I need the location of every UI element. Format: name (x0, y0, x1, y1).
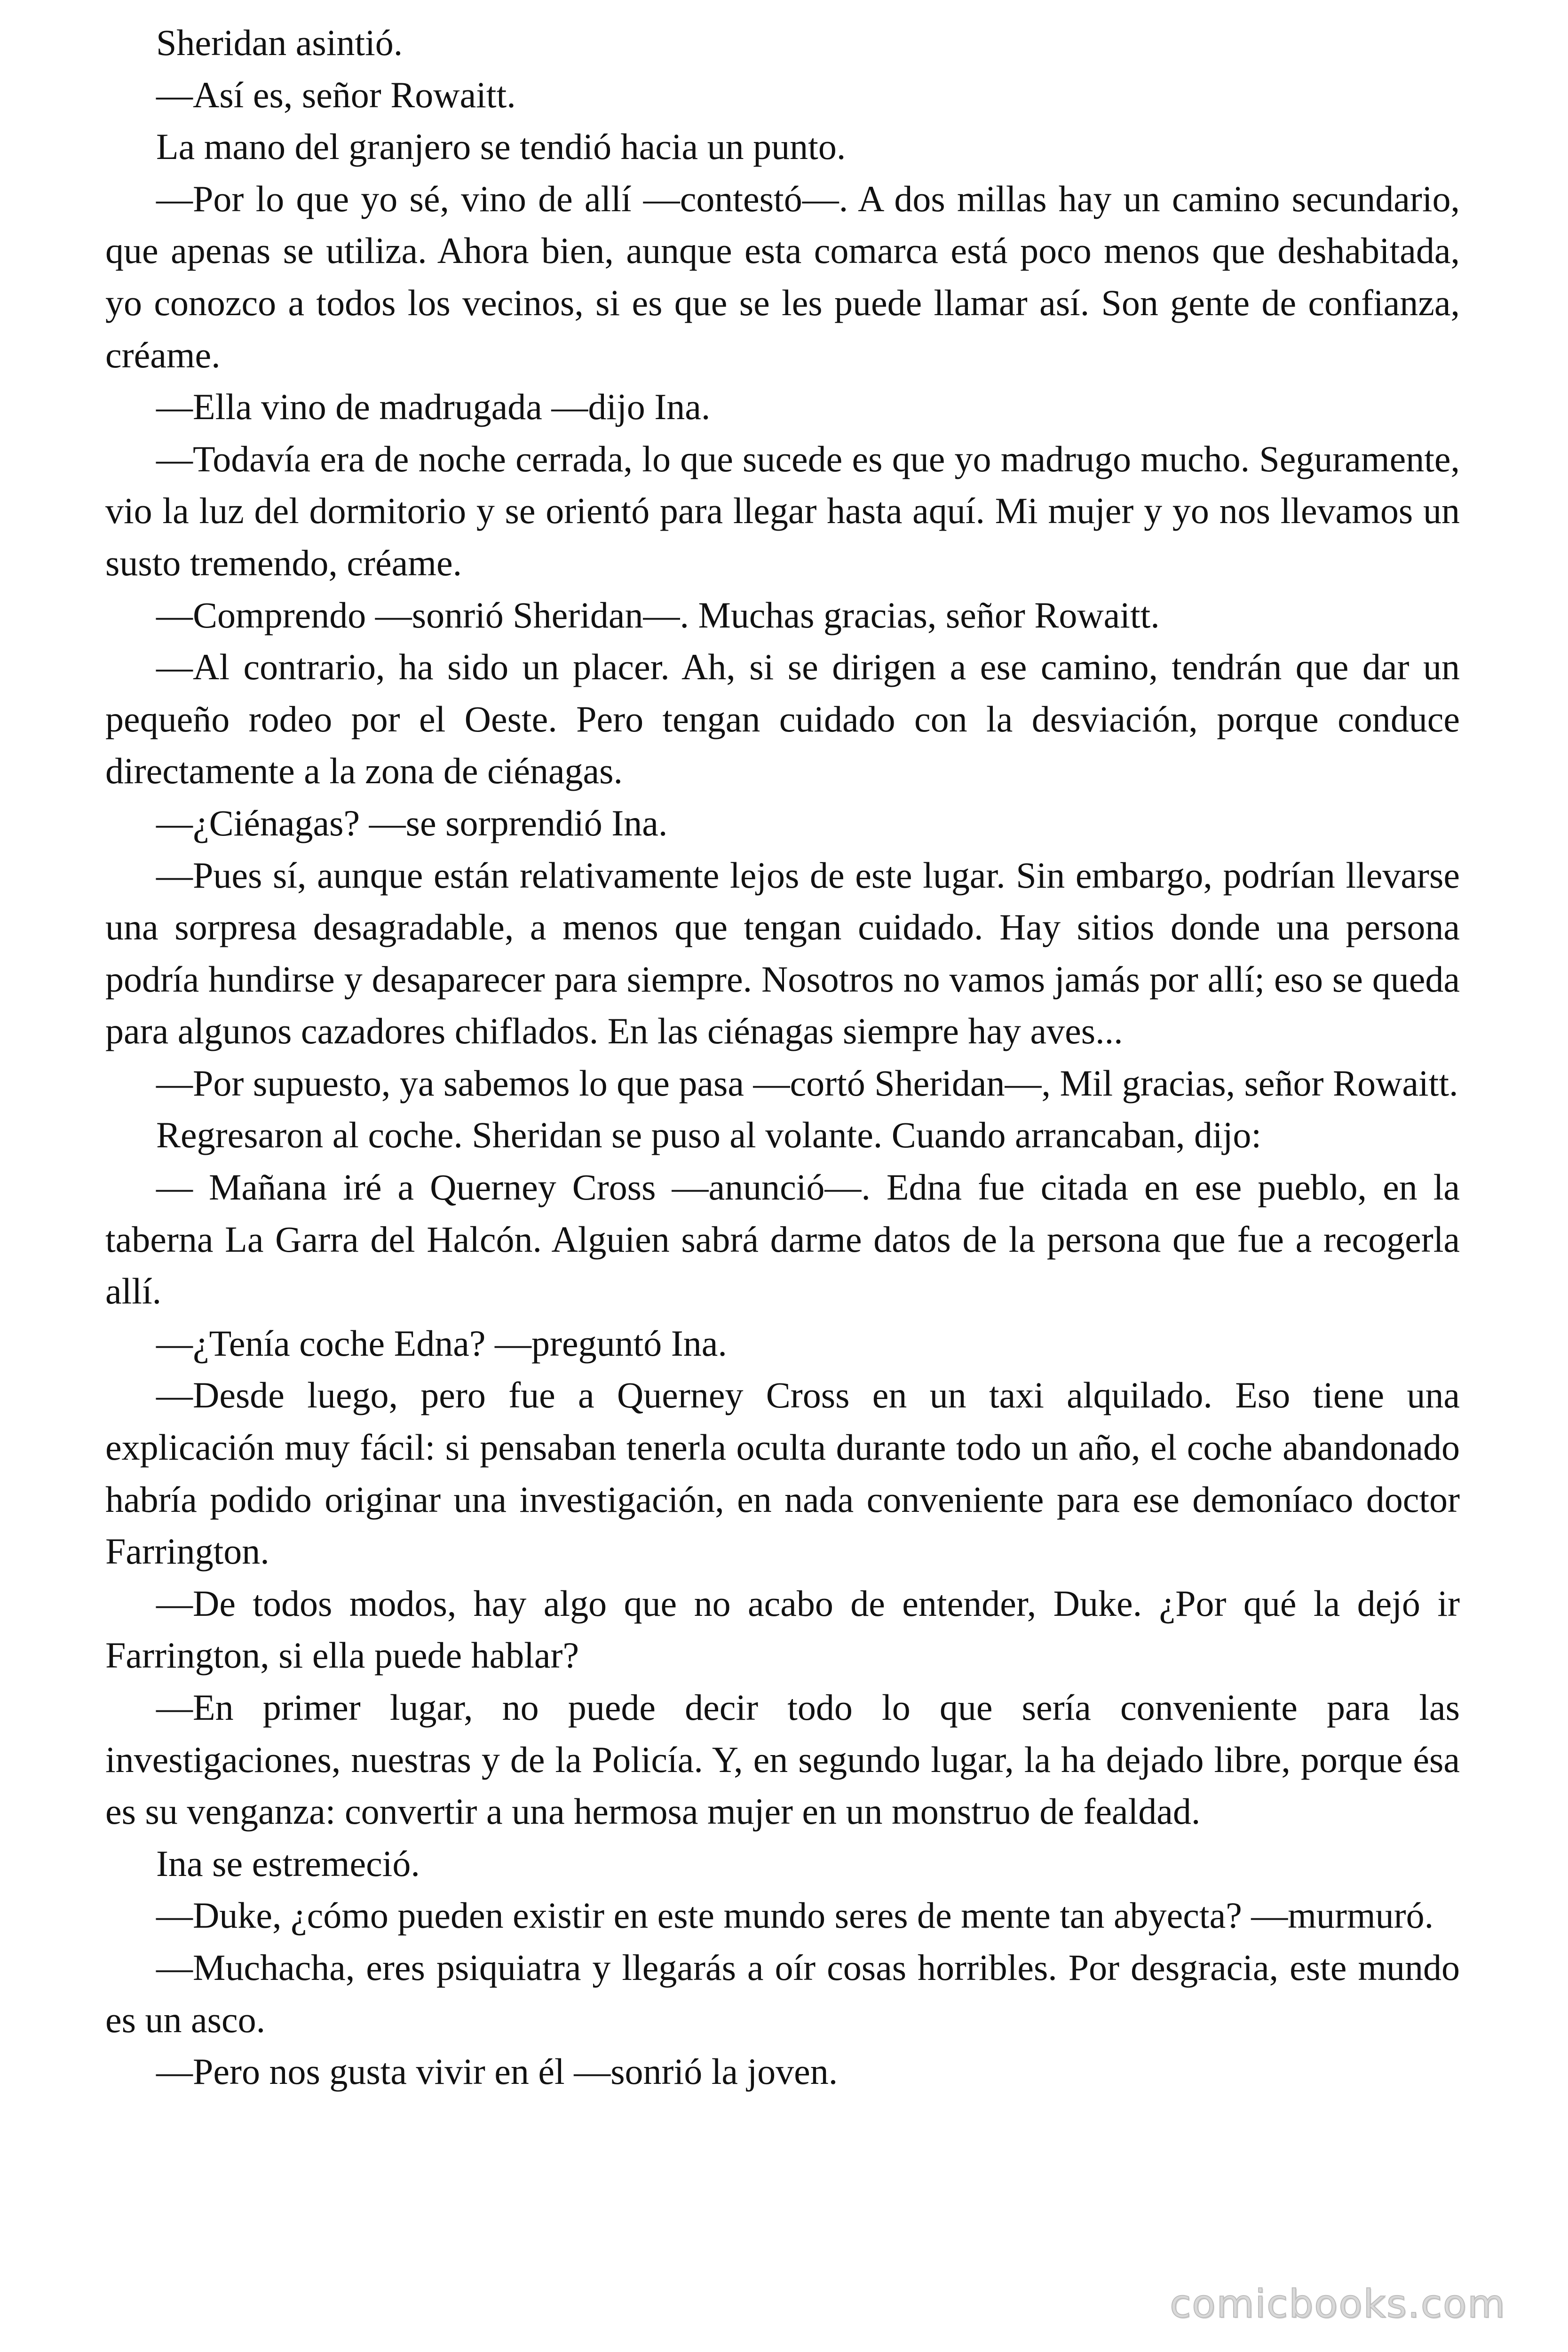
paragraph: Regresaron al coche. Sheridan se puso al volante. Cuando arrancaban, dijo: (156, 1114, 1262, 1156)
paragraph: —En primer lugar, no puede decir todo lo que sería conveniente para las investigaciones, nuestras y de la Policía. Y, en segundo lugar, la ha dejado libre, porque ésa es su venganza: convertir a una hermosa mujer en un monstruo de fealdad. (105, 1687, 1460, 1832)
paragraph: —Pero nos gusta vivir en él —sonrió la joven. (156, 2051, 838, 2092)
paragraph: —Desde luego, pero fue a Querney Cross en un taxi alquilado. Eso tiene una explicación muy fácil: si pensaban tenerla oculta durante todo un año, el coche abandonado habría podido originar una investigación, en nada conveniente para ese demoníaco doctor Farrington. (105, 1375, 1460, 1572)
paragraph: Sheridan asintió. (156, 22, 403, 63)
paragraph: —Todavía era de noche cerrada, lo que sucede es que yo madrugo mucho. Seguramente, vio la luz del dormitorio y se orientó para llegar hasta aquí. Mi mujer y yo nos llevamos un susto tremendo, créame. (105, 438, 1460, 583)
paragraph: —Duke, ¿cómo pueden existir en este mundo seres de mente tan abyecta? —murmuró. (156, 1895, 1434, 1936)
paragraph: —Muchacha, eres psiquiatra y llegarás a oír cosas horribles. Por desgracia, este mundo es un asco. (105, 1947, 1460, 2040)
watermark: comicbooks.com (1170, 2282, 1506, 2327)
paragraph: —Por supuesto, ya sabemos lo que pasa —cortó Sheridan—, Mil gracias, señor Rowaitt. (156, 1062, 1458, 1104)
paragraph: —De todos modos, hay algo que no acabo de entender, Duke. ¿Por qué la dejó ir Farrington, si ella puede hablar? (105, 1582, 1460, 1676)
paragraph: Ina se estremeció. (156, 1843, 420, 1884)
paragraph: —Al contrario, ha sido un placer. Ah, si se dirigen a ese camino, tendrán que dar un pequeño rodeo por el Oeste. Pero tengan cuidado con la desviación, porque conduce directamente a la zona de ciénagas. (105, 646, 1460, 792)
paragraph: — Mañana iré a Querney Cross —anunció—. Edna fue citada en ese pueblo, en la taberna La Garra del Halcón. Alguien sabrá darme datos de la persona que fue a recogerla allí. (105, 1167, 1460, 1312)
paragraph: —Pues sí, aunque están relativamente lejos de este lugar. Sin embargo, podrían llevarse una sorpresa desagradable, a menos que tengan cuidado. Hay sitios donde una persona podría hundirse y desaparecer para siempre. Nosotros no vamos jamás por allí; eso se queda para algunos cazadores chiflados. En las ciénagas siempre hay aves... (105, 854, 1460, 1052)
paragraph: —¿Tenía coche Edna? —preguntó Ina. (156, 1322, 727, 1364)
paragraph: —Por lo que yo sé, vino de allí —contestó—. A dos millas hay un camino secundario, que apenas se utiliza. Ahora bien, aunque esta comarca está poco menos que deshabitada, yo conozco a todos los vecinos, si es que se les puede llamar así. Son gente de confianza, créame. (105, 178, 1460, 375)
paragraph: —Así es, señor Rowaitt. (156, 74, 516, 115)
paragraph: —Ella vino de madrugada —dijo Ina. (156, 386, 711, 428)
body-text (105, 17, 1460, 2098)
paragraph: —¿Ciénagas? —se sorprendió Ina. (156, 802, 668, 843)
paragraph: —Comprendo —sonrió Sheridan—. Muchas gracias, señor Rowaitt. (156, 594, 1160, 636)
paragraph: La mano del granjero se tendió hacia un punto. (156, 126, 846, 167)
